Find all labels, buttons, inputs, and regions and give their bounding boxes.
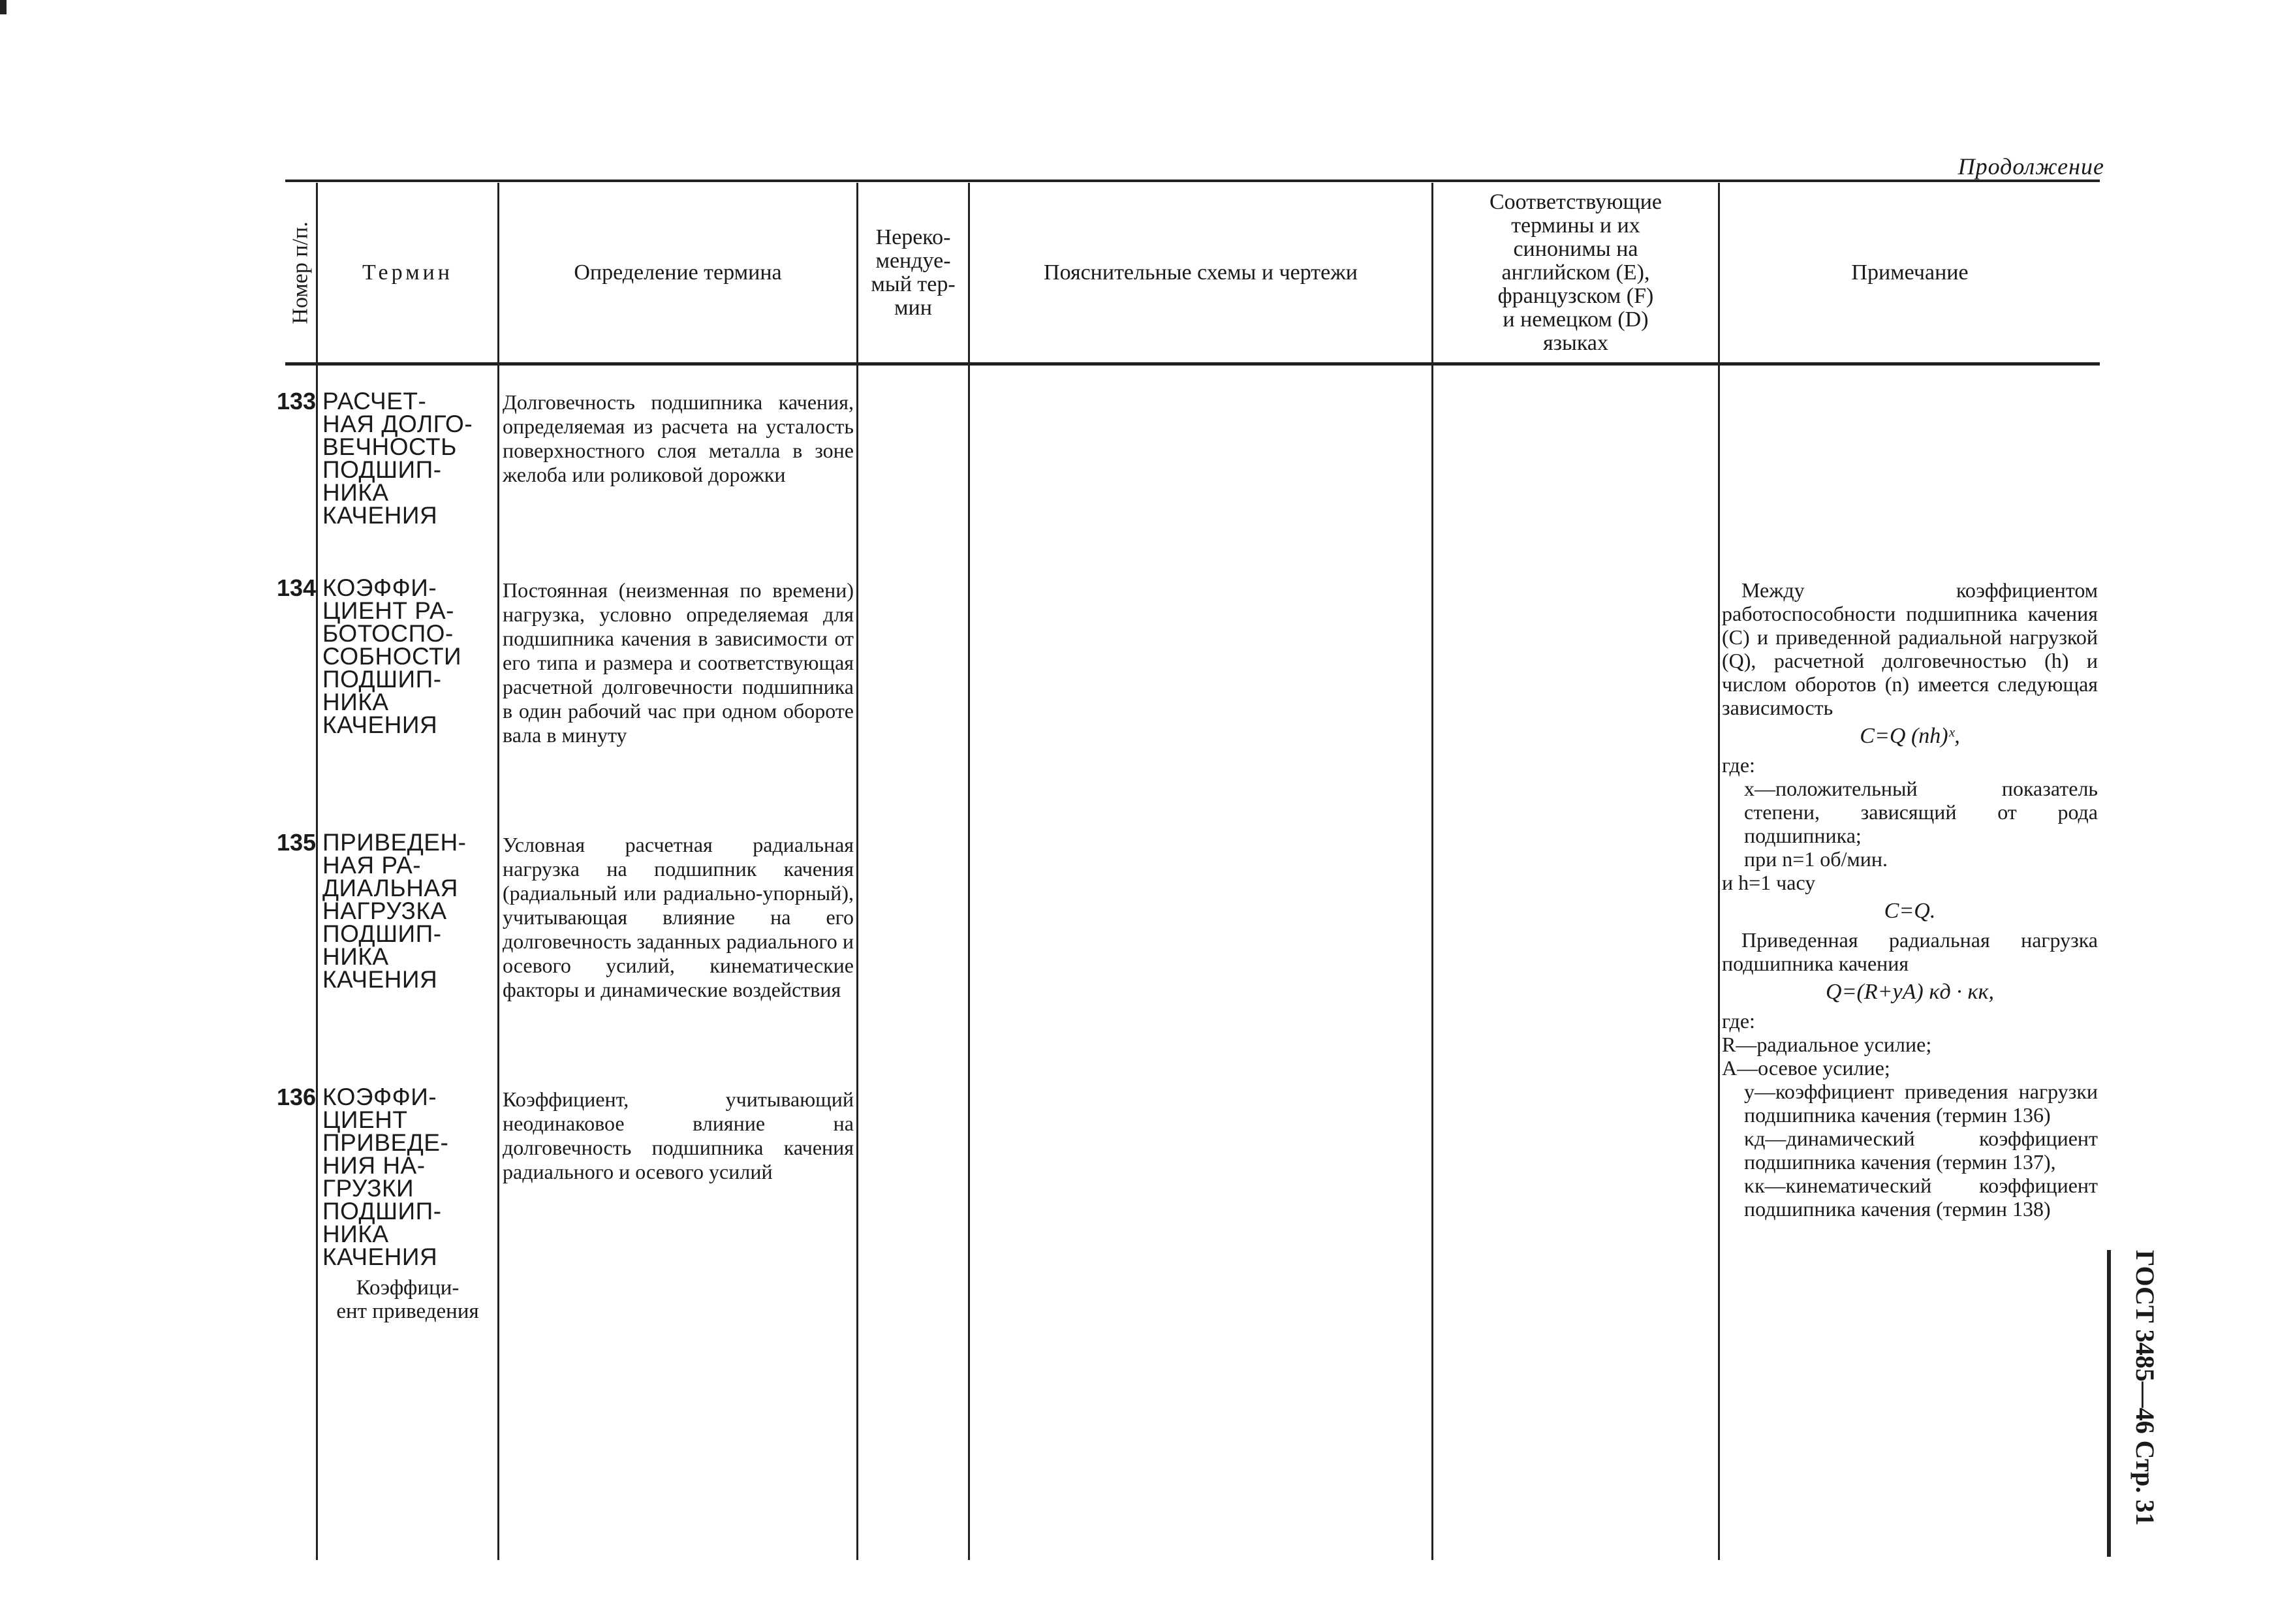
note-formula-3: Q=(R+yA) κд · κк, [1826, 980, 1994, 1004]
row-136-number: 136 [277, 1084, 317, 1110]
note-a-definition: A—осевое усилие; [1722, 1056, 1890, 1080]
row-134-definition: Постоянная (неизменная по времени) нагрузка, условно определяемая для подшипника качения в зависимости от его типа и размера и соответствующая расчетной долговечности подшипника в один рабочий час при одном обороте вала в минуту [503, 578, 854, 747]
row-135-definition: Условная расчетная радиальная нагрузка на подшипник качения (радиальный или радиально-упорный), учитывающая влияние на его долговечность заданных радиального и осевого усилий, кинематические факторы и динамические воздействия [503, 833, 854, 1001]
col-line-1 [316, 183, 318, 1560]
col-line-2 [497, 183, 499, 1560]
header-note: Примечание [1851, 260, 1969, 285]
header-equivalents: Соответствующие термины и их синонимы на английском (E), французском (F) и немецком (D) языках [1489, 189, 1662, 355]
row-135-term: ПРИВЕДЕН- НАЯ РА- ДИАЛЬНАЯ НАГРУЗКА ПОДШИП- НИКА КАЧЕНИЯ [322, 829, 467, 993]
note-y-definition: y—коэффициент приведения нагрузки подшипника качения (термин 136) [1744, 1080, 2098, 1127]
header-number-cell [285, 183, 316, 362]
header-term: Термин [362, 260, 453, 285]
note-r-definition: R—радиальное усилие; [1722, 1033, 1932, 1056]
header-definition: Определение термина [574, 260, 782, 285]
note-condition-2: и h=1 часу [1722, 871, 1816, 894]
note-where-1: где: [1722, 753, 1755, 777]
row-135-number: 135 [277, 829, 317, 856]
note-x-definition: x—положительный показатель степени, зависящий от рода подшипника; [1744, 777, 2098, 847]
col-line-6 [1718, 183, 1720, 1560]
gost-page-label: ГОСТ 3485—46 Стр. 31 [2130, 1250, 2160, 1526]
row-136-term: КОЭФФИ- ЦИЕНТ ПРИВЕДЕ- НИЯ НА- ГРУЗКИ ПОДШИП- НИКА КАЧЕНИЯ [322, 1084, 449, 1270]
header-bottom-rule [285, 362, 2100, 366]
side-rule [2107, 1250, 2111, 1557]
note-formula-2: C=Q. [1884, 899, 1936, 923]
row-133-term: РАСЧЕТ- НАЯ ДОЛГО- ВЕЧНОСТЬ ПОДШИП- НИКА КАЧЕНИЯ [322, 388, 473, 529]
corner-mark [0, 0, 7, 14]
continuation-label: Продолжение [1958, 153, 2104, 180]
col-line-4 [968, 183, 970, 1560]
row-134-number: 134 [277, 574, 317, 601]
note-condition-1: при n=1 об/мин. [1744, 847, 1888, 871]
note-kd-definition: κд—динамический коэффициент подшипника качения (термин 137), [1744, 1127, 2098, 1174]
row-136-synonym: Коэффици- ент приведения [336, 1276, 479, 1323]
row-133-number: 133 [277, 388, 317, 414]
row-136-definition: Коэффициент, учитывающий неодинаковое влияние на долговечность подшипника качения радиального и осевого усилий [503, 1087, 854, 1183]
col-line-3 [856, 183, 858, 1560]
note-block [1722, 578, 2098, 1221]
note-kk-definition: κк—кинематический коэффициент подшипника качения (термин 138) [1744, 1174, 2098, 1221]
col-line-5 [1431, 183, 1433, 1560]
header-top-rule [285, 180, 2100, 182]
note-intro: Между коэффициентом работоспособности подшипника качения (C) и приведенной радиальной нагрузкой (Q), расчетной долговечностью (h) и числом оборотов (n) имеется следующая зависимость [1722, 578, 2098, 719]
note-formula-1: C=Q (nh)ˣ, [1860, 724, 1960, 748]
row-133-definition: Долговечность подшипника качения, определяемая из расчета на усталость поверхностного слоя металла в зоне желоба или роликовой дорожки [503, 390, 854, 486]
header-schemes: Пояснительные схемы и чертежи [1044, 260, 1358, 285]
row-134-term: КОЭФФИ- ЦИЕНТ РА- БОТОСПО- СОБНОСТИ ПОДШИП- НИКА КАЧЕНИЯ [322, 574, 462, 738]
note-where-2: где: [1722, 1009, 1755, 1033]
note-load-text: Приведенная радиальная нагрузка подшипника качения [1722, 928, 2098, 975]
header-number: Номер п/п. [288, 221, 313, 324]
header-nonrecommended: Нереко- мендуе- мый тер- мин [871, 225, 956, 320]
